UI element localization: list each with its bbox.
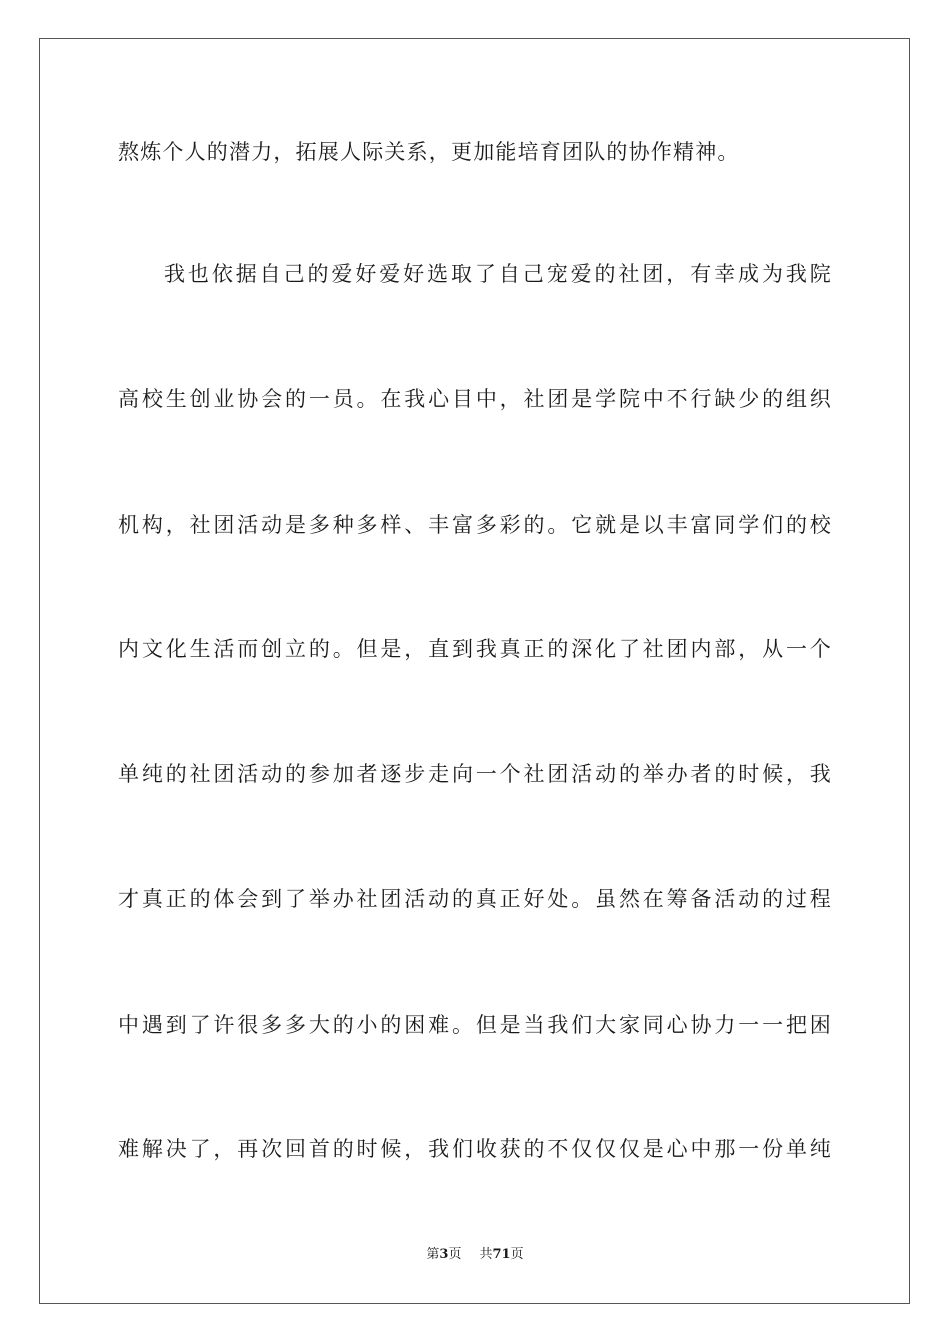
paragraph-line-9: 难解决了，再次回首的时候，我们收获的不仅仅仅是心中那一份单纯: [118, 1137, 832, 1161]
paragraph-line-7: 才真正的体会到了举办社团活动的真正好处。虽然在筹备活动的过程: [118, 887, 832, 911]
paragraph-line-2: 我也依据自己的爱好爱好选取了自己宠爱的社团，有幸成为我院: [164, 262, 832, 286]
paragraph-line-4: 机构，社团活动是多种多样、丰富多彩的。它就是以丰富同学们的校: [118, 513, 832, 537]
page-number-label: 第3页: [426, 1247, 462, 1262]
page-footer: [0, 1246, 950, 1264]
paragraph-line-5: 内文化生活而创立的。但是，直到我真正的深化了社团内部，从一个: [118, 637, 832, 661]
paragraph-line-1: 熬炼个人的潜力，拓展人际关系，更加能培育团队的协作精神。: [118, 140, 740, 164]
paragraph-line-3: 高校生创业协会的一员。在我心目中，社团是学院中不行缺少的组织: [118, 387, 832, 411]
page-border: [39, 38, 910, 1304]
paragraph-line-6: 单纯的社团活动的参加者逐步走向一个社团活动的举办者的时候，我: [118, 762, 832, 786]
paragraph-line-8: 中遇到了许很多多大的小的困难。但是当我们大家同心协力一一把困: [118, 1013, 832, 1037]
page-total-label: 共71页: [479, 1247, 524, 1262]
